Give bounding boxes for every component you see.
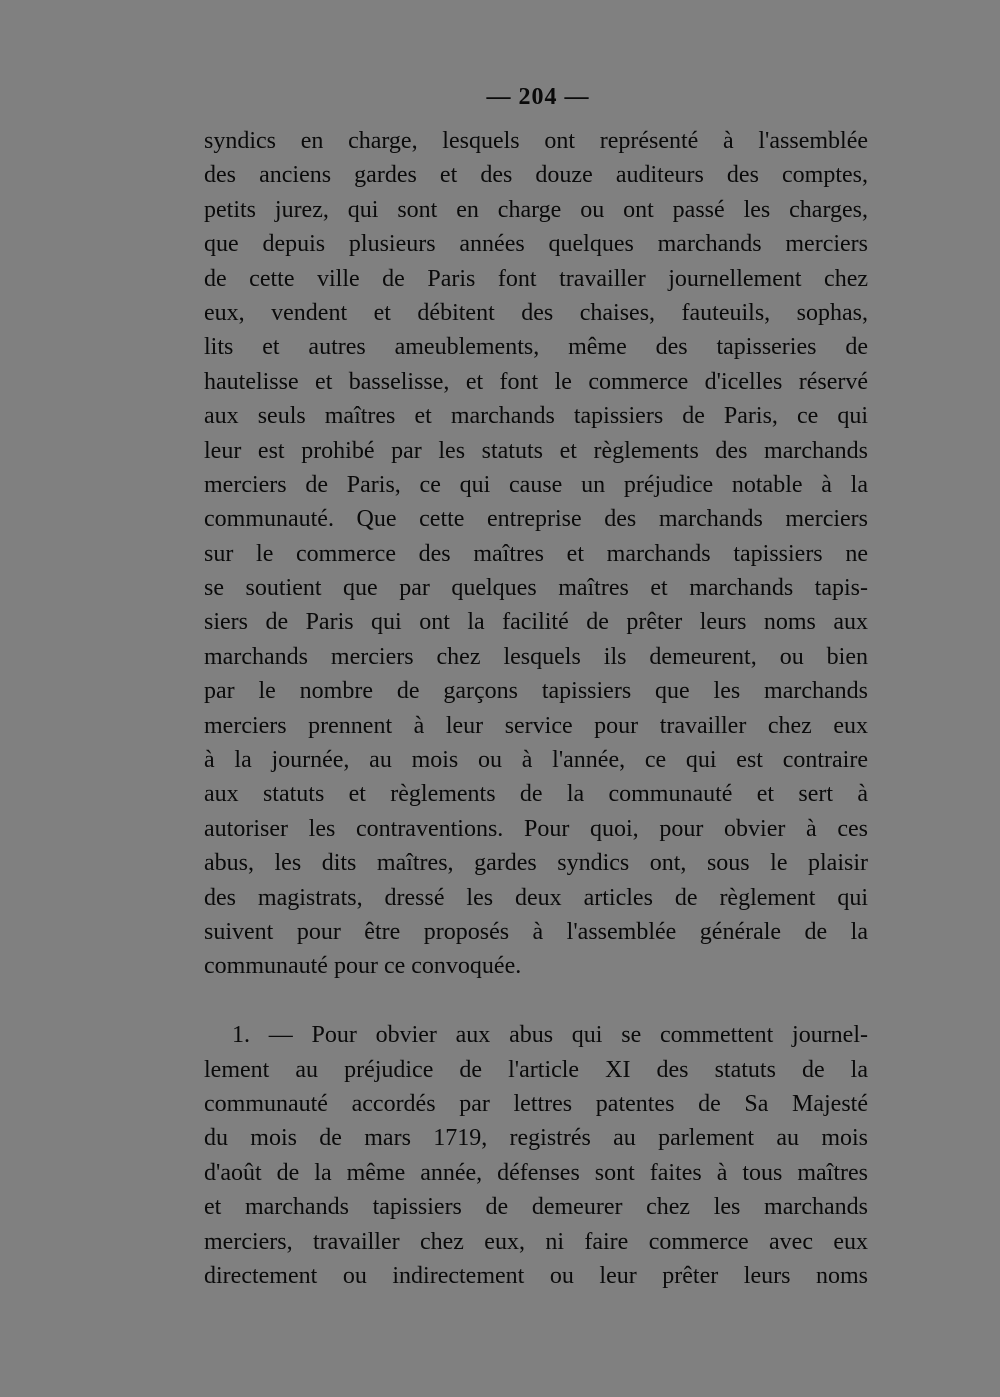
text-line: communauté. Que cette entreprise des marchands merciers xyxy=(204,506,868,533)
text-line: que depuis plusieurs années quelques marchands merciers xyxy=(204,231,868,258)
text-line: merciers prennent à leur service pour travailler chez eux xyxy=(204,712,868,739)
text-line: à la journée, au mois ou à l'année, ce qui est contraire xyxy=(204,747,868,774)
text-line: directement ou indirectement ou leur prêter leurs noms xyxy=(204,1262,868,1289)
body-text xyxy=(204,124,868,1293)
text-line: communauté pour ce convoquée. xyxy=(204,953,522,980)
text-line: du mois de mars 1719, registrés au parlement au mois xyxy=(204,1125,868,1152)
page-number: — 204 — xyxy=(486,84,590,110)
text-line: petits jurez, qui sont en charge ou ont passé les charges, xyxy=(204,196,868,223)
text-line: d'août de la même année, défenses sont faites à tous maîtres xyxy=(204,1159,868,1186)
text-line: de cette ville de Paris font travailler journellement chez xyxy=(204,265,868,292)
text-line: suivent pour être proposés à l'assemblée générale de la xyxy=(204,918,868,945)
text-line: lits et autres ameublements, même des tapisseries de xyxy=(204,334,868,361)
text-line: 1. — Pour obvier aux abus qui se commettent journel- xyxy=(232,1022,868,1049)
text-line: aux statuts et règlements de la communauté et sert à xyxy=(204,781,868,808)
text-line: et marchands tapissiers de demeurer chez les marchands xyxy=(204,1194,868,1221)
text-line: des anciens gardes et des douze auditeurs des comptes, xyxy=(204,162,868,189)
text-line: eux, vendent et débitent des chaises, fauteuils, sophas, xyxy=(204,299,868,326)
text-line: autoriser les contraventions. Pour quoi, pour obvier à ces xyxy=(204,815,868,842)
text-line: des magistrats, dressé les deux articles de règlement qui xyxy=(204,884,868,911)
text-line: communauté accordés par lettres patentes de Sa Majesté xyxy=(204,1090,868,1117)
paragraph-gap xyxy=(204,984,868,1018)
text-line: aux seuls maîtres et marchands tapissiers de Paris, ce qui xyxy=(204,403,868,430)
text-line: abus, les dits maîtres, gardes syndics ont, sous le plaisir xyxy=(204,850,868,877)
text-line: marchands merciers chez lesquels ils demeurent, ou bien xyxy=(204,643,868,670)
text-line: se soutient que par quelques maîtres et marchands tapis- xyxy=(204,575,868,602)
text-line: merciers, travailler chez eux, ni faire commerce avec eux xyxy=(204,1228,868,1255)
paragraph-2 xyxy=(204,1018,868,1293)
text-line: par le nombre de garçons tapissiers que les marchands xyxy=(204,678,868,705)
text-line: sur le commerce des maîtres et marchands tapissiers ne xyxy=(204,540,868,567)
text-line: lement au préjudice de l'article XI des statuts de la xyxy=(204,1056,868,1083)
text-line: hautelisse et basselisse, et font le commerce d'icelles réservé xyxy=(204,368,868,395)
text-line: siers de Paris qui ont la facilité de prêter leurs noms aux xyxy=(204,609,868,636)
text-line: leur est prohibé par les statuts et règlements des marchands xyxy=(204,437,868,464)
text-line: merciers de Paris, ce qui cause un préjudice notable à la xyxy=(204,471,868,498)
text-line: syndics en charge, lesquels ont représenté à l'assemblée xyxy=(204,128,868,154)
paragraph-1 xyxy=(204,124,868,984)
